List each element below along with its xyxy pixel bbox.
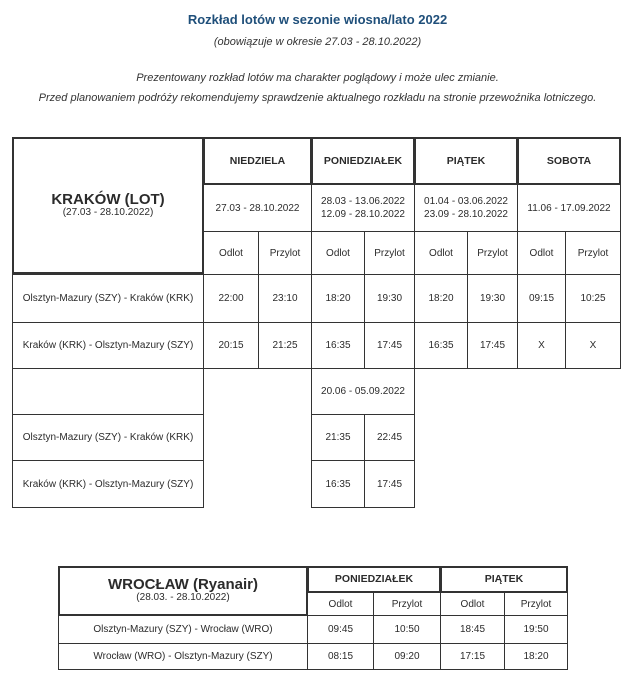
col-arrival-monday: Przylot xyxy=(373,592,441,616)
day-header-sunday: NIEDZIELA xyxy=(203,137,312,185)
time-cell: 18:45 xyxy=(440,615,505,644)
col-departure-friday: Odlot xyxy=(414,231,468,275)
summer-blank-cell xyxy=(12,368,204,415)
time-cell: 18:20 xyxy=(311,274,365,323)
wroclaw-city-name: WROCŁAW (Ryanair) xyxy=(108,576,258,593)
day-header-friday: PIĄTEK xyxy=(414,137,518,185)
time-cell: 10:50 xyxy=(373,615,441,644)
time-cell-unavailable: X xyxy=(565,322,621,369)
range-monday-2: 12.09 - 28.10.2022 xyxy=(321,209,405,220)
day-header-monday: PONIEDZIAŁEK xyxy=(307,566,441,593)
time-cell: 21:35 xyxy=(311,414,365,461)
table-row-route: Olsztyn-Mazury (SZY) - Kraków (KRK) xyxy=(12,414,204,461)
col-departure-saturday: Odlot xyxy=(517,231,566,275)
time-cell: 17:15 xyxy=(440,643,505,670)
krakow-period: (27.03 - 28.10.2022) xyxy=(62,206,154,218)
time-cell: 09:20 xyxy=(373,643,441,670)
day-header-monday: PONIEDZIAŁEK xyxy=(311,137,415,185)
col-arrival-monday: Przylot xyxy=(364,231,415,275)
time-cell: 18:20 xyxy=(504,643,568,670)
col-departure-sunday: Odlot xyxy=(203,231,259,275)
time-cell: 09:45 xyxy=(307,615,374,644)
time-cell: 19:30 xyxy=(364,274,415,323)
time-cell: 18:20 xyxy=(414,274,468,323)
time-cell: 20:15 xyxy=(203,322,259,369)
krakow-city-name: KRAKÓW (LOT) xyxy=(51,190,165,208)
range-friday-2: 23.09 - 28.10.2022 xyxy=(424,209,508,220)
time-cell: 17:45 xyxy=(364,460,415,508)
day-header-saturday: SOBOTA xyxy=(517,137,621,185)
range-monday-1: 28.03 - 13.06.2022 xyxy=(321,196,405,207)
time-cell: 22:45 xyxy=(364,414,415,461)
time-cell: 22:00 xyxy=(203,274,259,323)
range-monday xyxy=(311,184,415,232)
validity-note: (obowiązuje w okresie 27.03 - 28.10.2022) xyxy=(213,36,422,48)
intro-line-2: Przed planowaniem podróży rekomendujemy sprawdzenie aktualnego rozkładu na stronie przewoźnika lotniczego. xyxy=(38,92,597,104)
range-monday-summer: 20.06 - 05.09.2022 xyxy=(311,368,415,415)
col-arrival-friday: Przylot xyxy=(504,592,568,616)
day-header-friday: PIĄTEK xyxy=(440,566,568,593)
table-row-route: Olsztyn-Mazury (SZY) - Wrocław (WRO) xyxy=(58,615,308,644)
time-cell: 10:25 xyxy=(565,274,621,323)
range-friday xyxy=(414,184,518,232)
col-arrival-saturday: Przylot xyxy=(565,231,621,275)
time-cell: 17:45 xyxy=(364,322,415,369)
wroclaw-period: (28.03. - 28.10.2022) xyxy=(136,592,230,603)
time-cell: 16:35 xyxy=(311,322,365,369)
range-friday-1: 01.04 - 03.06.2022 xyxy=(424,196,508,207)
time-cell: 08:15 xyxy=(307,643,374,670)
time-cell: 16:35 xyxy=(414,322,468,369)
time-cell: 19:50 xyxy=(504,615,568,644)
table-row-route: Wrocław (WRO) - Olsztyn-Mazury (SZY) xyxy=(58,643,308,670)
range-saturday: 11.06 - 17.09.2022 xyxy=(517,184,621,232)
time-cell: 17:45 xyxy=(467,322,518,369)
col-arrival-sunday: Przylot xyxy=(258,231,312,275)
table-row-route: Olsztyn-Mazury (SZY) - Kraków (KRK) xyxy=(12,274,204,323)
table-row-route: Kraków (KRK) - Olsztyn-Mazury (SZY) xyxy=(12,460,204,508)
page-title: Rozkład lotów w sezonie wiosna/lato 2022 xyxy=(187,12,448,27)
table-row-route: Kraków (KRK) - Olsztyn-Mazury (SZY) xyxy=(12,322,204,369)
time-cell: 16:35 xyxy=(311,460,365,508)
wroclaw-city-header xyxy=(58,566,308,616)
krakow-city-header xyxy=(12,137,204,274)
time-cell-unavailable: X xyxy=(517,322,566,369)
time-cell: 19:30 xyxy=(467,274,518,323)
intro-line-1: Prezentowany rozkład lotów ma charakter poglądowy i może ulec zmianie. xyxy=(136,72,499,84)
time-cell: 21:25 xyxy=(258,322,312,369)
col-departure-friday: Odlot xyxy=(440,592,505,616)
col-arrival-friday: Przylot xyxy=(467,231,518,275)
time-cell: 23:10 xyxy=(258,274,312,323)
range-sunday: 27.03 - 28.10.2022 xyxy=(203,184,312,232)
col-departure-monday: Odlot xyxy=(307,592,374,616)
time-cell: 09:15 xyxy=(517,274,566,323)
col-departure-monday: Odlot xyxy=(311,231,365,275)
